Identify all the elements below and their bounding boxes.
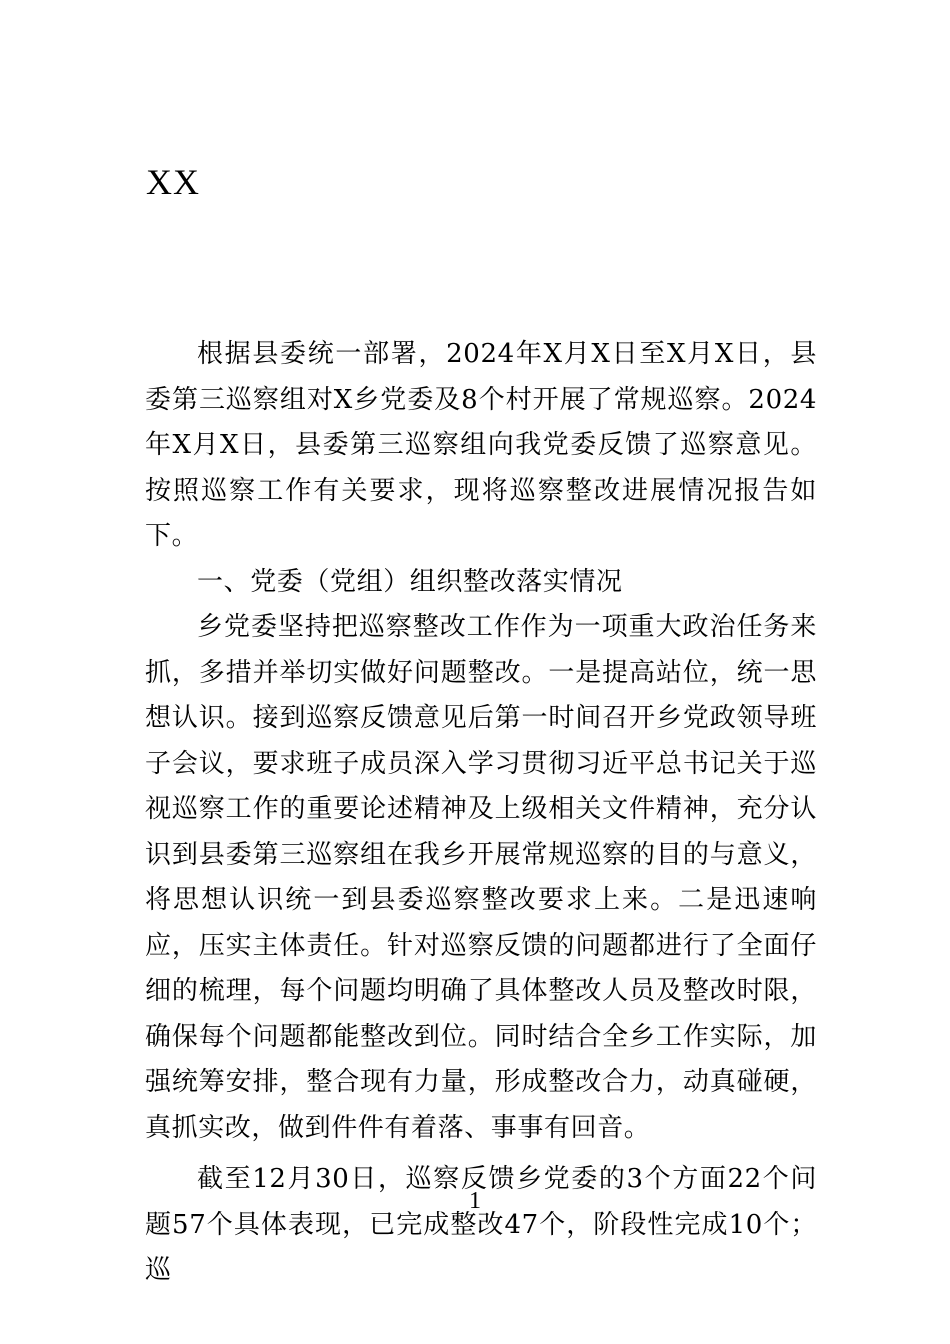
page-number: 1 <box>469 1188 481 1214</box>
document-body <box>145 332 817 1294</box>
section-body-paragraph: 乡党委坚持把巡察整改工作作为一项重大政治任务来抓，多措并举切实做好问题整改。一是提高站位，统一思想认识。接到巡察反馈意见后第一时间召开乡党政领导班子会议，要求班子成员深入学习贯彻习近平总书记关于巡视巡察工作的重要论述精神及上级相关文件精神，充分认识到县委第三巡察组在我乡开展常规巡察的目的与意义，将思想认识统一到县委巡察整改要求上来。二是迅速响应，压实主体责任。针对巡察反馈的问题都进行了全面仔细的梳理，每个问题均明确了具体整改人员及整改时限，确保每个问题都能整改到位。同时结合全乡工作实际，加强统筹安排，整合现有力量，形成整改合力，动真碰硬，真抓实改，做到件件有着落、事事有回音。 <box>145 612 817 1143</box>
intro-paragraph: 根据县委统一部署，2024年X月X日至X月X日，县委第三巡察组对X乡党委及8个村开展了常规巡察。2024年X月X日，县委第三巡察组向我党委反馈了巡察意见。按照巡察工作有关要求，现将巡察整改进展情况报告如下。 <box>145 339 817 551</box>
section-heading: 一、党委（党组）组织整改落实情况 <box>197 566 623 597</box>
progress-paragraph: 截至12月30日，巡察反馈乡党委的3个方面22个问题57个具体表现，已完成整改47个，阶段性完成10个；巡 <box>145 1164 817 1285</box>
document-title: XX <box>146 162 200 202</box>
